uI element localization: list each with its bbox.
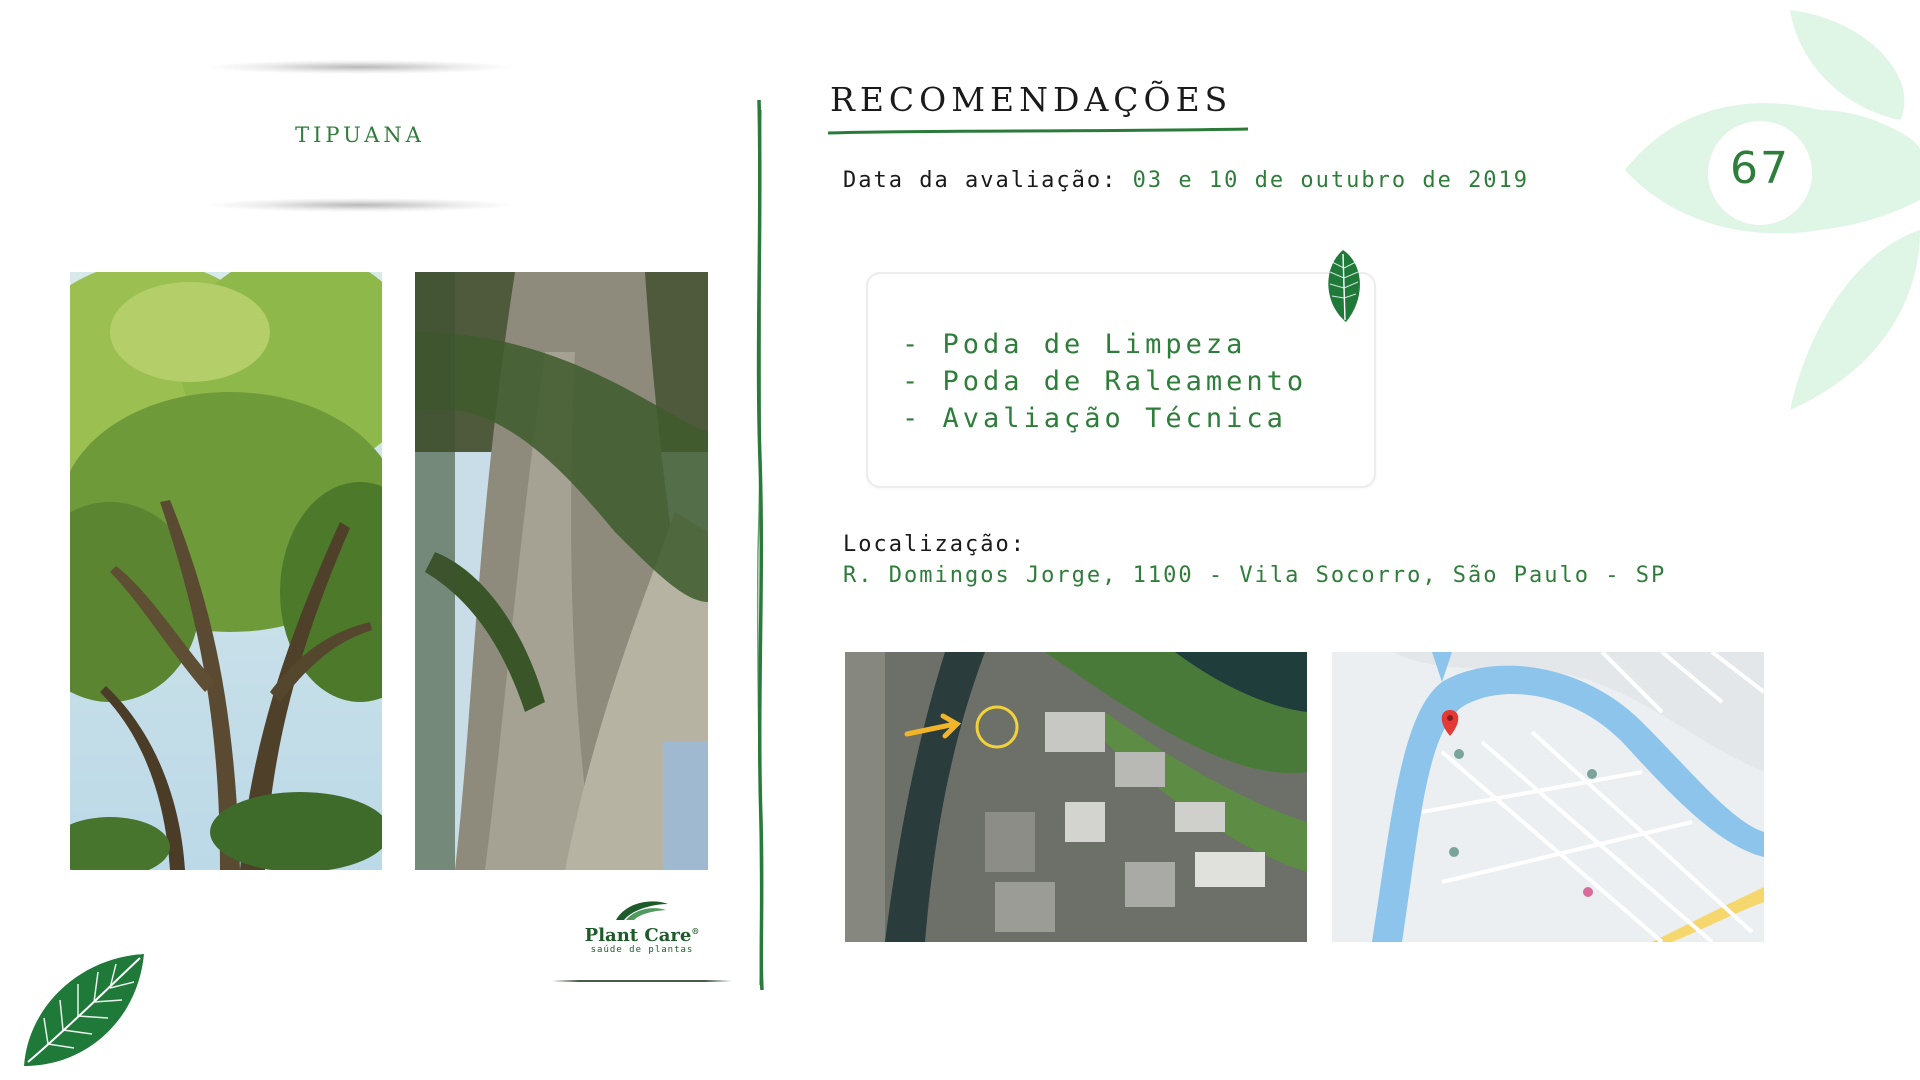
section-underline (828, 126, 1248, 136)
badge-leaf-right (1820, 110, 1920, 230)
plant-care-logo (582, 896, 702, 956)
vertical-divider (745, 100, 775, 990)
evaluation-date (843, 168, 1529, 193)
title-shadow-bottom (210, 198, 510, 212)
recommendation-item: - Poda de Limpeza (902, 329, 1247, 360)
recommendations-box (866, 272, 1376, 488)
tree-photo-trunk (415, 272, 708, 870)
recommendation-item: - Avaliação Técnica (902, 403, 1287, 434)
recommendations-list (902, 326, 1307, 437)
badge-leaf-top (1790, 10, 1904, 120)
leaf-icon (18, 948, 148, 1073)
location-label: Localização: (843, 532, 1026, 557)
section-title: RECOMENDAÇÕES (830, 80, 1233, 119)
logo-leaf-icon (612, 898, 672, 922)
tree-title-box (210, 60, 510, 210)
title-shadow-top (210, 60, 510, 74)
logo-brand (582, 922, 702, 945)
logo-underline (552, 980, 732, 982)
page-number: 67 (1730, 143, 1790, 194)
tree-photo-canopy (70, 272, 382, 870)
recommendation-item: - Poda de Raleamento (902, 366, 1308, 397)
tree-name: TIPUANA (295, 123, 425, 147)
page-badge-leaves (1620, 0, 1920, 420)
logo-registered: ® (691, 926, 700, 936)
location-address: R. Domingos Jorge, 1100 - Vila Socorro, São Paulo - SP (843, 563, 1667, 588)
street-map (1332, 652, 1764, 942)
evaluation-label: Data da avaliação: (843, 168, 1118, 193)
satellite-map (845, 652, 1307, 942)
logo-tagline: saúde de plantas (590, 945, 694, 955)
badge-leaf-bottom (1790, 230, 1920, 410)
evaluation-value: 03 e 10 de outubro de 2019 (1132, 168, 1530, 193)
logo-brand-text: Plant Care (584, 925, 692, 946)
leaf-icon (1320, 248, 1366, 324)
